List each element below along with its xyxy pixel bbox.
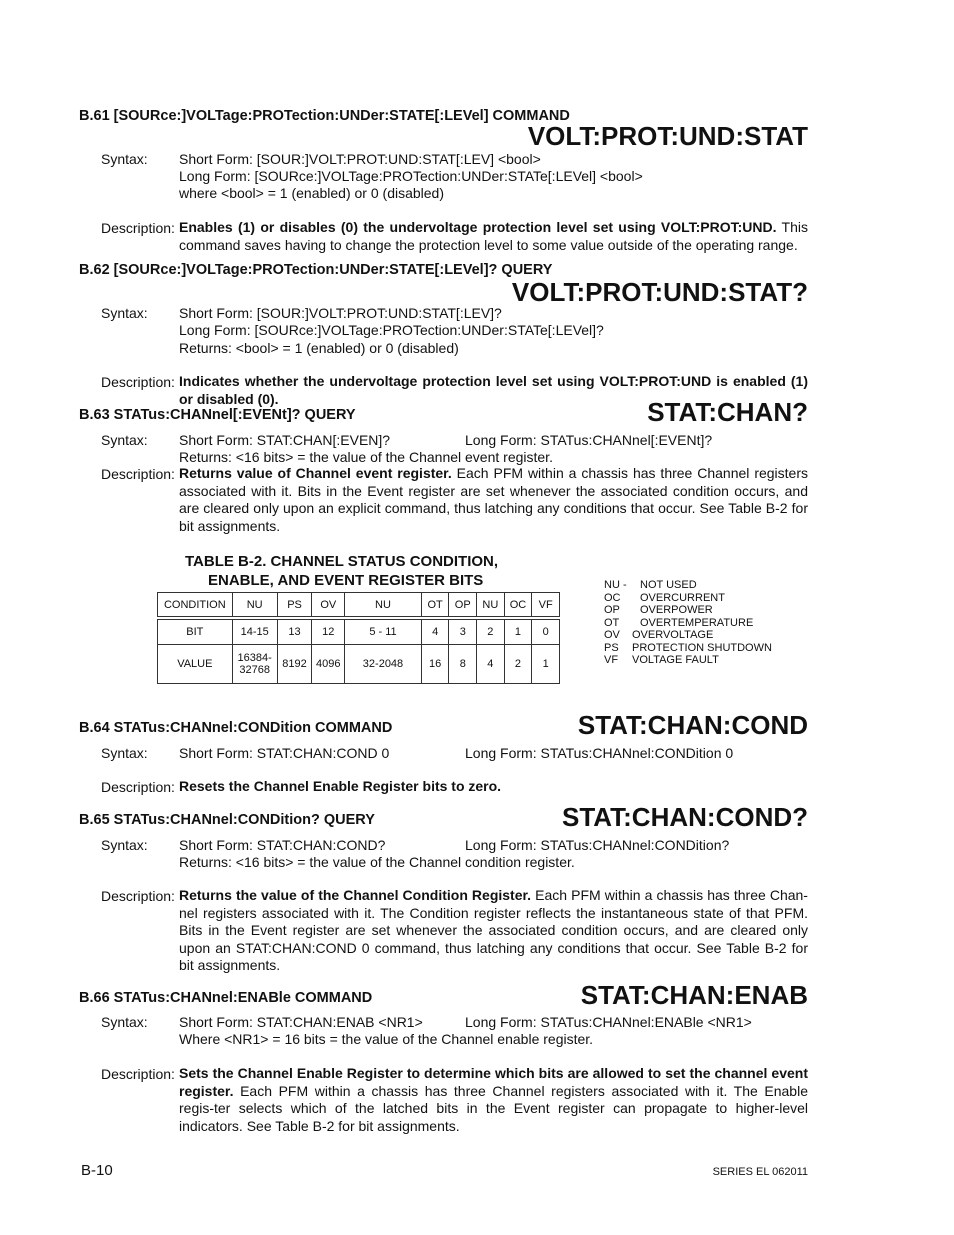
register-bits-table [157, 592, 560, 684]
table-cell: 2 [504, 645, 532, 684]
section-heading-b66: B.66 STATus:CHANnel:ENABle COMMAND [79, 990, 373, 1006]
legend-text: NOT USED [640, 579, 697, 591]
table-header-cell: OT [421, 593, 449, 617]
description-label: Description: [101, 466, 175, 482]
command-title-b61: VOLT:PROT:UND:STAT [527, 121, 808, 151]
description-bold: Indicates whether the undervoltage protection level set using VOLT:PROT:UND is enabled (1) or disabled (0). [179, 373, 808, 407]
table-header-row [158, 593, 560, 617]
command-title-b64: STAT:CHAN:COND [577, 710, 808, 740]
legend-key: PS [604, 641, 619, 654]
syntax-line: Short Form: [SOUR:]VOLT:PROT:UND:STAT[:LEV] <bool> [179, 151, 541, 167]
legend-item [604, 579, 772, 592]
table-cell: 14-15 [232, 620, 277, 645]
description-label: Description: [101, 374, 175, 390]
long-form: Long Form: STATus:CHANnel[:EVENt]? [465, 432, 713, 448]
description-rest: Each PFM within a chassis has three Chan-nel registers associated with it. The Condition register reflects the instantaneous state of that PFM. Bits in the Event register are set whenever the associated condition occurs, and are cleared only upon an STAT:CHAN:COND 0 command, thus latching any conditions that occur. See Table B-2 for bit assignments. [179, 887, 808, 973]
section-heading-b62: B.62 [SOURce:]VOLTage:PROTection:UNDer:STATE[:LEVel]? QUERY [79, 262, 553, 278]
legend-key: OT [604, 616, 620, 629]
syntax-line: Returns: <16 bits> = the value of the Channel condition register. [179, 854, 575, 870]
table-cell: 0 [532, 620, 560, 645]
long-form: Long Form: STATus:CHANnel:CONDition? [465, 837, 730, 853]
command-title-b63: STAT:CHAN? [647, 397, 808, 427]
description-text [179, 465, 808, 535]
command-title-b62: VOLT:PROT:UND:STAT? [511, 277, 808, 307]
syntax-line: where <bool> = 1 (enabled) or 0 (disabled) [179, 185, 445, 201]
legend-item [604, 604, 772, 617]
table-cell: 16384-32768 [232, 645, 277, 684]
description-label: Description: [101, 1066, 175, 1082]
legend-key: OC [604, 591, 621, 604]
section-heading-b63: B.63 STATus:CHANnel[:EVENt]? QUERY [79, 407, 356, 423]
legend-key: VF [604, 654, 619, 666]
table-cell: 4 [421, 620, 449, 645]
table-cell: 2 [477, 620, 505, 645]
legend-item [604, 629, 772, 642]
description-bold: Sets the Channel Enable Register to determine which bits are allowed to set the channel event register. [179, 1065, 808, 1099]
legend-item [604, 642, 772, 655]
table-cell: 12 [312, 620, 345, 645]
legend-text: OVERVOLTAGE [632, 629, 714, 641]
legend-item [604, 654, 772, 667]
table-cell: 5 - 11 [345, 620, 422, 645]
description-bold: Returns the value of the Channel Condition Register. [179, 887, 532, 903]
series-footer: SERIES EL 062011 [712, 1166, 808, 1178]
table-cell: 13 [277, 620, 312, 645]
description-text [179, 887, 808, 975]
table-header-cell: OC [504, 593, 532, 617]
table-header-cell: VF [532, 593, 560, 617]
legend-key: NU - [604, 579, 627, 591]
legend-text: OVERTEMPERATURE [640, 616, 754, 629]
table-cell: 8192 [277, 645, 312, 684]
section-heading-b64: B.64 STATus:CHANnel:CONDition COMMAND [79, 720, 393, 736]
section-heading-b61: B.61 [SOURce:]VOLTage:PROTection:UNDer:STATE[:LEVel] COMMAND [79, 108, 570, 124]
table-header-cell: OV [312, 593, 345, 617]
table-cell: 3 [449, 620, 477, 645]
command-title-b65: STAT:CHAN:COND? [562, 802, 808, 832]
syntax-line: Long Form: [SOURce:]VOLTage:PROTection:UNDer:STATe[:LEVel]? [179, 322, 604, 338]
syntax-label: Syntax: [101, 151, 148, 167]
long-form: Long Form: STATus:CHANnel:ENABle <NR1> [465, 1014, 752, 1030]
long-form: Long Form: STATus:CHANnel:CONDition 0 [465, 745, 734, 761]
syntax-line: Returns: <bool> = 1 (enabled) or 0 (disabled) [179, 340, 459, 356]
short-form: Short Form: STAT:CHAN:COND? [179, 837, 386, 853]
table-legend [604, 579, 772, 667]
table-cell: 16 [421, 645, 449, 684]
syntax-label: Syntax: [101, 432, 148, 448]
table-cell: 32-2048 [345, 645, 422, 684]
description-text [179, 1065, 808, 1135]
syntax-line: Where <NR1> = 16 bits = the value of the Channel enable register. [179, 1031, 594, 1047]
table-cell: 4 [477, 645, 505, 684]
syntax-label: Syntax: [101, 1014, 148, 1030]
table-header-cell: NU [477, 593, 505, 617]
table-cell: 8 [449, 645, 477, 684]
table-header-cell: NU [345, 593, 422, 617]
short-form: Short Form: STAT:CHAN[:EVEN]? [179, 432, 391, 448]
legend-key: OV [604, 629, 620, 641]
short-form: Short Form: STAT:CHAN:COND 0 [179, 745, 390, 761]
syntax-line: Short Form: [SOUR:]VOLT:PROT:UND:STAT[:LEV]? [179, 305, 502, 321]
description-rest: Each PFM within a chassis has three Channel registers associated with it. The Enable regis-ter selects which of the latched bits in the Event register can propagate to higher-level indicators. See Table B-2 for bit assignments. [179, 1082, 808, 1134]
description-rest: Each PFM within a chassis has three Channel registers associated with it. Bits in the Event register are set whenever the associated condition occurs, and are cleared only upon an explicit command, thus latching any conditions that occur. See Table B-2 for bit assignments. [179, 465, 808, 534]
table-row [158, 645, 560, 684]
table-header-cell: OP [449, 593, 477, 617]
page-number: B-10 [81, 1162, 113, 1179]
legend-text: PROTECTION SHUTDOWN [632, 641, 772, 654]
table-cell: BIT [158, 620, 233, 645]
syntax-line: Returns: <16 bits> = the value of the Channel event register. [179, 449, 553, 465]
syntax-label: Syntax: [101, 745, 148, 761]
syntax-line: Long Form: [SOURce:]VOLTage:PROTection:UNDer:STATe[:LEVel] <bool> [179, 168, 643, 184]
description-bold: Returns value of Channel event register. [179, 465, 452, 481]
table-caption: ENABLE, AND EVENT REGISTER BITS [208, 572, 484, 589]
description-label: Description: [101, 220, 175, 236]
short-form: Short Form: STAT:CHAN:ENAB <NR1> [179, 1014, 423, 1030]
table-header-cell: PS [277, 593, 312, 617]
legend-item [604, 617, 772, 630]
syntax-label: Syntax: [101, 305, 148, 321]
description-rest: This command saves having to change the protection level to some value outside of the operating range. [179, 219, 808, 253]
description-bold: Resets the Channel Enable Register bits to zero. [179, 778, 502, 794]
description-bold: Enables (1) or disables (0) the undervoltage protection level set using VOLT:PROT:UND. [179, 219, 777, 235]
description-label: Description: [101, 888, 175, 904]
description-text [179, 778, 808, 796]
legend-text: VOLTAGE FAULT [632, 654, 719, 666]
table-cell: 1 [532, 645, 560, 684]
section-heading-b65: B.65 STATus:CHANnel:CONDition? QUERY [79, 812, 375, 828]
legend-item [604, 592, 772, 605]
description-label: Description: [101, 779, 175, 795]
legend-key: OP [604, 604, 620, 616]
command-title-b66: STAT:CHAN:ENAB [580, 980, 808, 1010]
table-cell: 1 [504, 620, 532, 645]
description-text [179, 219, 808, 254]
legend-text: OVERPOWER [640, 604, 713, 616]
table-header-cell: CONDITION [158, 593, 233, 617]
table-cell: 4096 [312, 645, 345, 684]
table-row [158, 620, 560, 645]
table-caption: TABLE B-2. CHANNEL STATUS CONDITION, [185, 553, 499, 570]
table-header-cell: NU [232, 593, 277, 617]
legend-text: OVERCURRENT [640, 591, 725, 604]
syntax-label: Syntax: [101, 837, 148, 853]
table-cell: VALUE [158, 645, 233, 684]
